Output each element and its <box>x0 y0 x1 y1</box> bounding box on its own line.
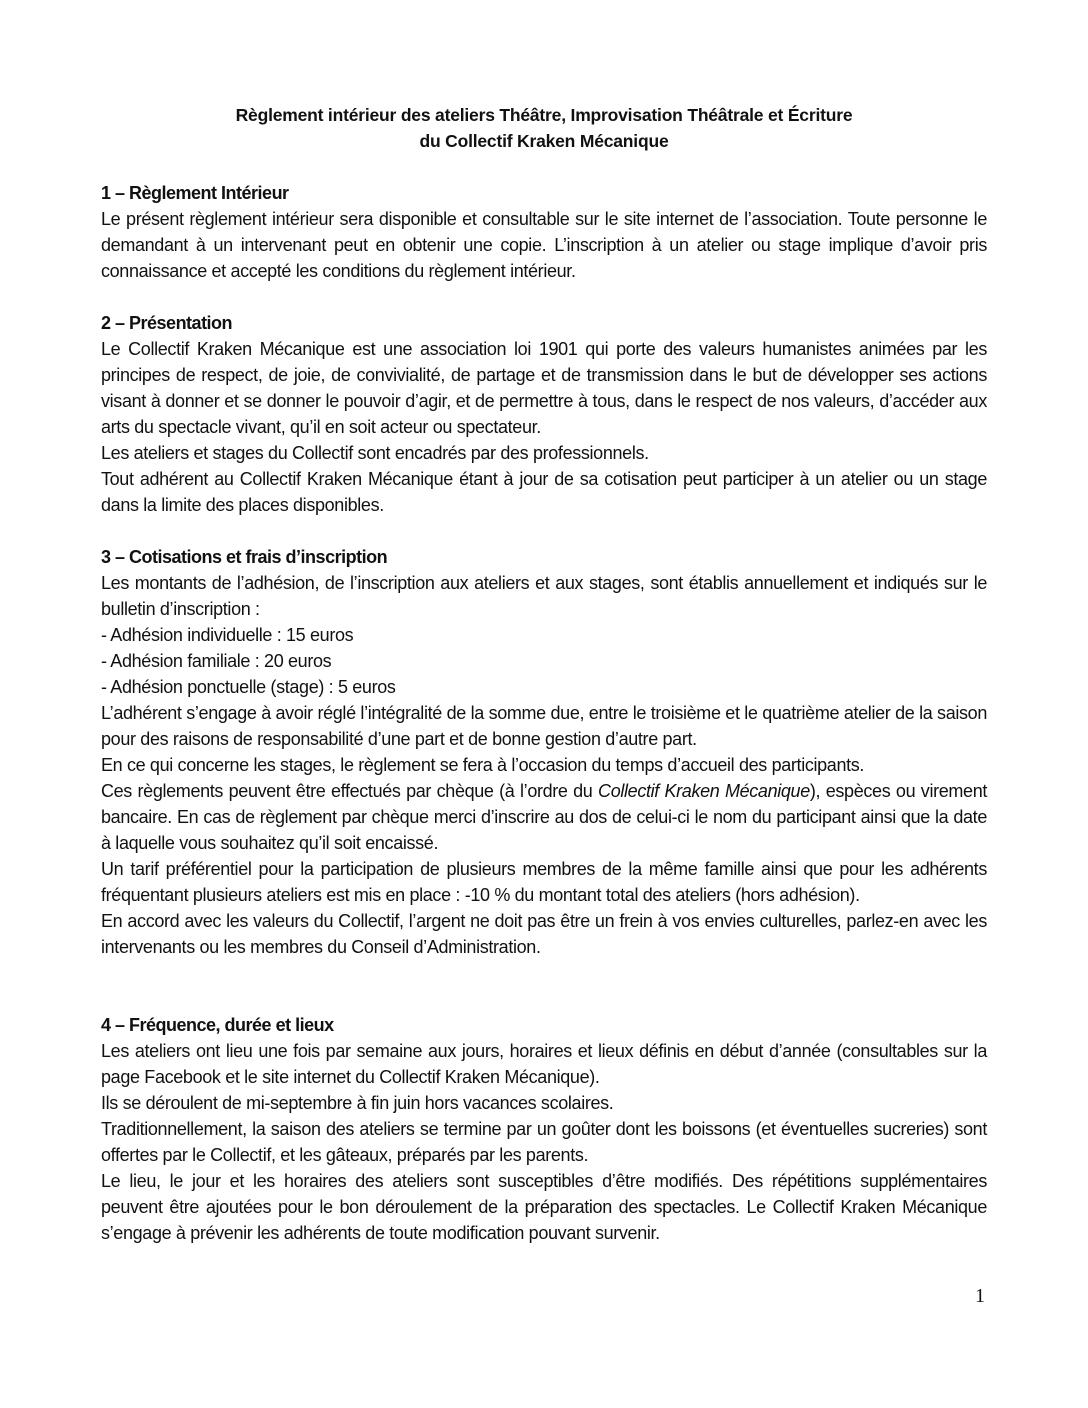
paragraph: En accord avec les valeurs du Collectif, l’argent ne doit pas être un frein à vos envies culturelles, parlez-en avec les intervenants ou les membres du Conseil d’Administration. <box>101 911 987 957</box>
paragraph: Les ateliers ont lieu une fois par semaine aux jours, horaires et lieux définis en début d’année (consultables sur la page Facebook et le site internet du Collectif Kraken Mécanique). <box>101 1041 987 1087</box>
section-presentation <box>101 310 987 518</box>
italic-association-name: Collectif Kraken Mécanique <box>598 781 810 801</box>
text-span: Ces règlements peuvent être effectués par chèque (à l’ordre du <box>101 781 599 801</box>
paragraph: L’adhérent s’engage à avoir réglé l’intégralité de la somme due, entre le troisième et le quatrième atelier de la saison pour des raisons de responsabilité d’une part et de bonne gestion d’autre part. <box>101 703 987 749</box>
text-span: ), espèces ou virement bancaire. En cas de règlement par chèque merci d’inscrire au dos de celui-ci le nom du participant ainsi que la date à laquelle vous souhaitez qu’il soit encaissé. <box>101 781 988 853</box>
paragraph: Le présent règlement intérieur sera disponible et consultable sur le site internet de l’association. Toute personne le demandant à un intervenant peut en obtenir une copie. L’inscription à un atelier ou stage implique d’avoir pris connaissance et accepté les conditions du règlement intérieur. <box>101 209 987 281</box>
paragraph: Tout adhérent au Collectif Kraken Mécanique étant à jour de sa cotisation peut participer à un atelier ou un stage dans la limite des places disponibles. <box>101 469 987 515</box>
section-reglement-interieur <box>101 180 987 284</box>
fee-list-item: - Adhésion familiale : 20 euros <box>101 651 332 671</box>
paragraph: Le lieu, le jour et les horaires des ateliers sont susceptibles d’être modifiés. Des répétitions supplémentaires peuvent être ajoutées pour le bon déroulement de la préparation des spectacles. Le Collectif Kraken Mécanique s’engage à prévenir les adhérents de toute modification pouvant survenir. <box>101 1171 987 1243</box>
paragraph: Un tarif préférentiel pour la participation de plusieurs membres de la même famille ainsi que pour les adhérents fréquentant plusieurs ateliers est mis en place : -10 % du montant total des ateliers (hors adhésion). <box>101 859 987 905</box>
paragraph-payment <box>101 778 987 856</box>
document-title-line-1: Règlement intérieur des ateliers Théâtre, Improvisation Théâtrale et Écriture <box>235 105 853 125</box>
document-title-line-2: du Collectif Kraken Mécanique <box>419 131 669 151</box>
section-frequence <box>101 1012 987 1246</box>
paragraph: En ce qui concerne les stages, le règlement se fera à l’occasion du temps d’accueil des participants. <box>101 755 865 775</box>
section-heading: 3 – Cotisations et frais d’inscription <box>101 547 388 567</box>
section-heading: 2 – Présentation <box>101 313 233 333</box>
fee-list-item: - Adhésion ponctuelle (stage) : 5 euros <box>101 677 396 697</box>
paragraph: Ils se déroulent de mi-septembre à fin juin hors vacances scolaires. <box>101 1093 614 1113</box>
paragraph: Les montants de l’adhésion, de l’inscription aux ateliers et aux stages, sont établis annuellement et indiqués sur le bulletin d’inscription : <box>101 573 987 619</box>
paragraph: Les ateliers et stages du Collectif sont encadrés par des professionnels. <box>101 443 649 463</box>
section-heading: 4 – Fréquence, durée et lieux <box>101 1015 334 1035</box>
section-cotisations <box>101 544 987 960</box>
page-number: 1 <box>975 1285 985 1307</box>
paragraph: Le Collectif Kraken Mécanique est une association loi 1901 qui porte des valeurs humanistes animées par les principes de respect, de joie, de convivialité, de partage et de transmission dans le but de développer ses actions visant à donner et se donner le pouvoir d’agir, et de permettre à tous, dans le respect de nos valeurs, d’accéder aux arts du spectacle vivant, qu’il en soit acteur ou spectateur. <box>101 339 987 437</box>
fee-list-item: - Adhésion individuelle : 15 euros <box>101 625 354 645</box>
section-heading: 1 – Règlement Intérieur <box>101 183 289 203</box>
paragraph: Traditionnellement, la saison des ateliers se termine par un goûter dont les boissons (et éventuelles sucreries) sont offertes par le Collectif, et les gâteaux, préparés par les parents. <box>101 1119 987 1165</box>
